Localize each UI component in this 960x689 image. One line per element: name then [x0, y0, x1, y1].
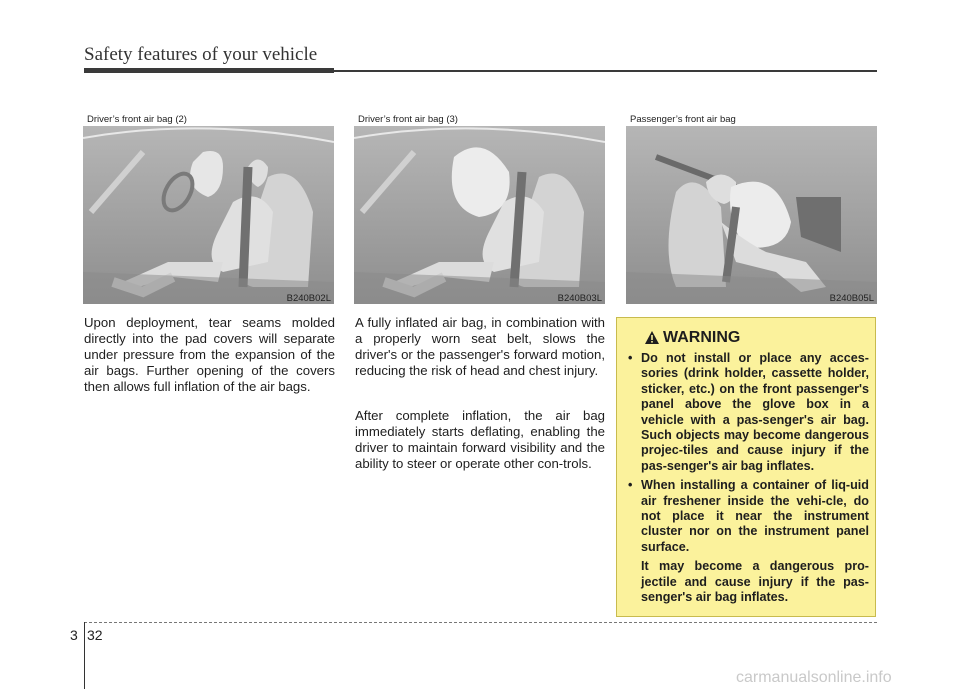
bullet: •: [628, 478, 633, 493]
warning-header: [647, 329, 740, 347]
warning-list: [627, 351, 869, 606]
figure-code: B240B05L: [829, 293, 874, 304]
bullet: •: [628, 351, 633, 365]
chapter-number: 3: [70, 627, 78, 643]
figure-caption: Driver’s front air bag (3): [358, 114, 458, 125]
figure-driver-airbag-3: [354, 112, 605, 304]
figure-code: B240B03L: [557, 293, 602, 304]
driver-airbag-partial-inflation-illustration: [83, 112, 334, 304]
warning-subtext: It may become a dangerous pro-jectile and cause injury if the pas-senger's air bag inflates.: [641, 559, 869, 605]
paragraph-deployment: Upon deployment, tear seams molded directly into the pad covers will separate under pressure from the expansion of the air bags. Further opening of the covers then allows full inflation of the air bags.: [84, 315, 335, 394]
warning-item-text: When installing a container of liq-uid air freshener inside the vehi-cle, do not place it near the instrument cluster nor on the instrument panel surface.: [641, 478, 869, 554]
warning-item: [627, 478, 869, 555]
footer-rule: [84, 622, 877, 623]
figure-caption: Driver’s front air bag (2): [87, 114, 187, 125]
warning-title: WARNING: [663, 329, 741, 346]
warning-triangle-icon: [644, 330, 660, 345]
footer-divider: [84, 622, 85, 689]
header-rule: [334, 70, 877, 72]
passenger-airbag-inflation-illustration: [626, 112, 877, 304]
figure-passenger-airbag: [626, 112, 877, 304]
figure-driver-airbag-2: [83, 112, 334, 304]
driver-airbag-full-inflation-illustration: [354, 112, 605, 304]
page-number: 32: [87, 627, 103, 643]
figure-caption: Passenger’s front air bag: [630, 114, 736, 125]
header-bar: [84, 68, 334, 73]
watermark: carmanualsonline.info: [736, 669, 892, 686]
warning-item-text: Do not install or place any acces-sories (drink holder, cassette holder, sticker, etc.) on the front passenger's panel above the glove box in a vehicle with a pas-senger's air bag. Such objects may become dangerous projec-tiles and cause injury if the pas-senger's air bag inflates.: [641, 351, 869, 473]
warning-box: [616, 317, 876, 617]
warning-item: [627, 351, 869, 474]
paragraph-full-inflation: A fully inflated air bag, in combination with a properly worn seat belt, slows the driver's or the passenger's forward motion, reducing the risk of head and chest injury.: [355, 315, 605, 378]
paragraph-deflation: After complete inflation, the air bag immediately starts deflating, enabling the driver to maintain forward visibility and the ability to steer or operate other con-trols.: [355, 408, 605, 471]
page-title: Safety features of your vehicle: [84, 44, 318, 65]
figure-code: B240B02L: [286, 293, 331, 304]
